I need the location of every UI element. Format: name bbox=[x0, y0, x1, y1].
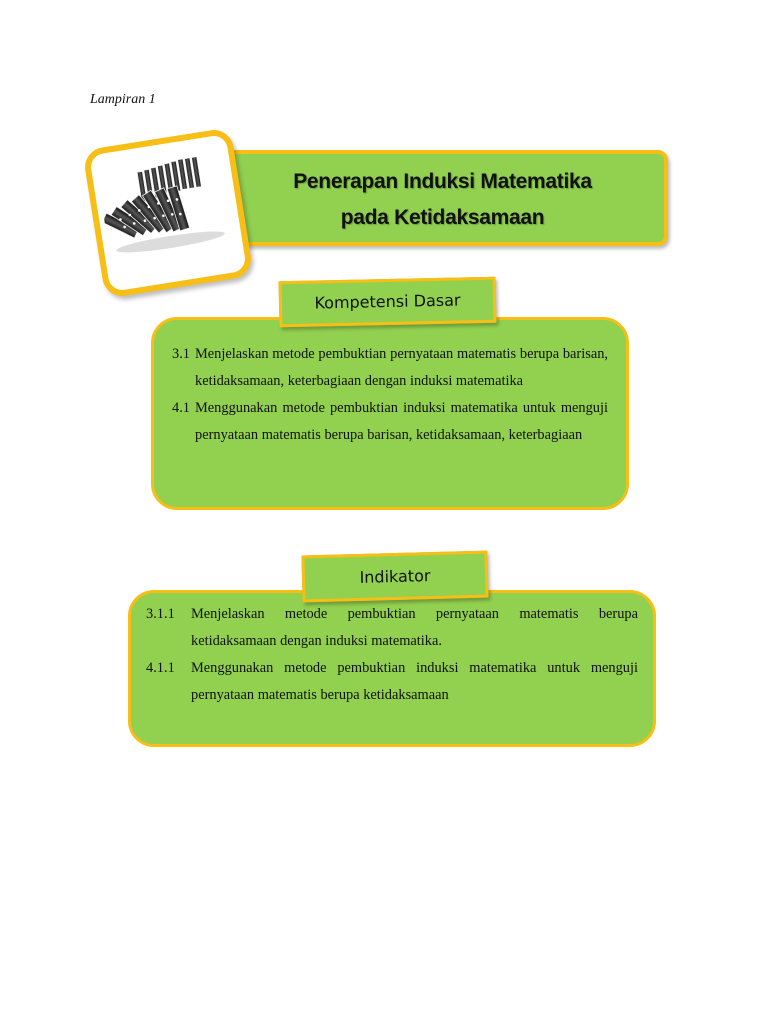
indikator-item bbox=[146, 601, 638, 655]
lampiran-label: Lampiran 1 bbox=[90, 92, 156, 107]
item-text: Menggunakan metode pembuktian induksi matematika untuk menguji pernyataan matematis berupa barisan, ketidaksamaan, keterbagiaan bbox=[195, 400, 608, 443]
kompetensi-item bbox=[172, 395, 608, 476]
item-number: 4.1.1 bbox=[146, 660, 175, 676]
item-text: Menjelaskan metode pembuktian pernyataan matematis berupa ketidaksamaan dengan induksi matematika. bbox=[191, 606, 638, 649]
item-number: 3.1 bbox=[172, 346, 190, 362]
indikator-item bbox=[146, 655, 638, 709]
domino-picture-frame bbox=[82, 127, 254, 299]
item-text: Menjelaskan metode pembuktian pernyataan matematis berupa barisan, ketidaksamaan, keterbagiaan dengan induksi matematika bbox=[195, 346, 608, 389]
domino-icon bbox=[97, 154, 228, 261]
page-title bbox=[250, 164, 635, 236]
kompetensi-item bbox=[172, 341, 608, 395]
item-text: Menggunakan metode pembuktian induksi matematika untuk menguji pernyataan matematis berupa ketidaksamaan bbox=[191, 660, 638, 703]
kompetensi-dasar-heading: Kompetensi Dasar bbox=[279, 277, 497, 328]
title-line-1: Penerapan Induksi Matematika bbox=[293, 170, 592, 193]
item-number: 3.1.1 bbox=[146, 606, 175, 622]
title-line-2: pada Ketidaksamaan bbox=[340, 206, 545, 229]
item-number: 4.1 bbox=[172, 400, 190, 416]
indikator-heading: Indikator bbox=[301, 551, 488, 603]
